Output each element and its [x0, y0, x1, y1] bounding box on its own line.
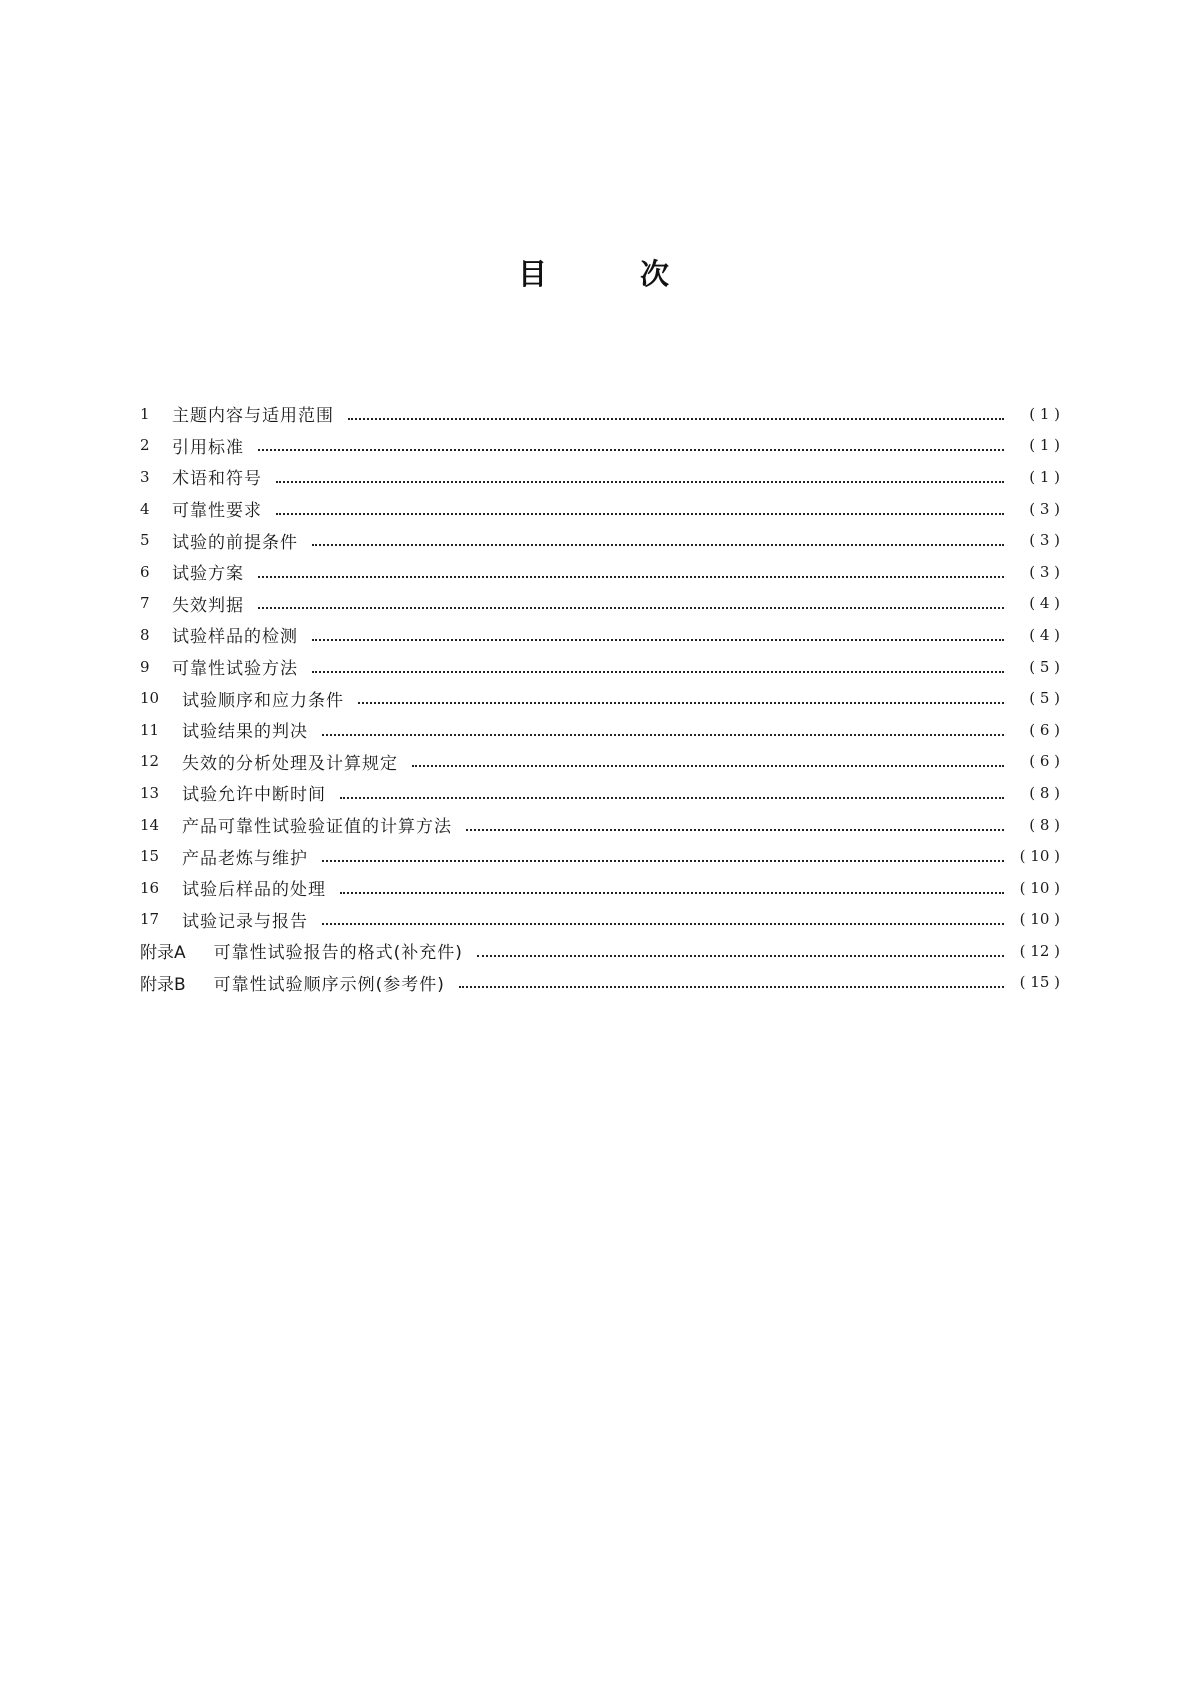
toc-entry-4[interactable] [140, 493, 1060, 525]
toc-page-ref: ( 4 ) [1029, 594, 1060, 613]
toc-label: 试验结果的判决 [182, 722, 308, 743]
toc-page-ref: ( 6 ) [1029, 752, 1060, 771]
toc-page-ref: ( 1 ) [1029, 404, 1060, 423]
toc-label: 术语和符号 [172, 469, 262, 490]
toc-number: 12 [140, 752, 160, 771]
toc-number: 1 [140, 404, 150, 423]
toc-label: 失效判据 [172, 595, 244, 616]
toc-leader-dots [312, 669, 1004, 673]
toc-label: 失效的分析处理及计算规定 [182, 753, 398, 774]
toc-label: 可靠性要求 [172, 501, 262, 522]
toc-entry-17[interactable] [140, 904, 1060, 936]
toc-entry-9[interactable] [140, 651, 1060, 683]
toc-number: 4 [140, 499, 150, 518]
toc-leader-dots [322, 858, 1004, 862]
toc-number: 3 [140, 467, 150, 486]
toc-entry-10[interactable] [140, 682, 1060, 714]
toc-page-ref: ( 8 ) [1029, 783, 1060, 802]
toc-number: 附录B [140, 974, 186, 995]
toc-label: 可靠性试验方法 [172, 659, 298, 680]
toc-leader-dots [258, 447, 1004, 451]
toc-leader-dots [276, 511, 1004, 515]
toc-leader-dots [358, 700, 1004, 704]
toc-entry-13[interactable] [140, 777, 1060, 809]
toc-entry-3[interactable] [140, 461, 1060, 493]
toc-entry-7[interactable] [140, 588, 1060, 620]
toc-leader-dots [258, 605, 1004, 609]
toc-number: 11 [140, 720, 160, 739]
toc-page-ref: ( 3 ) [1029, 499, 1060, 518]
toc-leader-dots [459, 984, 1004, 988]
toc-entry-15[interactable] [140, 840, 1060, 872]
toc-entry-14[interactable] [140, 809, 1060, 841]
toc-entry-11[interactable] [140, 714, 1060, 746]
toc-number: 13 [140, 783, 160, 802]
toc-leader-dots [276, 479, 1004, 483]
toc-number: 8 [140, 625, 150, 644]
toc-number: 7 [140, 594, 150, 613]
title-char-1: 目 [518, 257, 548, 291]
toc-leader-dots [312, 637, 1004, 641]
toc-label: 试验的前提条件 [172, 532, 298, 553]
toc-leader-dots [340, 890, 1004, 894]
toc-page-ref: ( 4 ) [1029, 625, 1060, 644]
toc-page-ref: ( 5 ) [1029, 657, 1060, 676]
toc-page-ref: ( 3 ) [1029, 562, 1060, 581]
toc-number: 附录A [140, 943, 186, 964]
toc-page-ref: ( 12 ) [1019, 941, 1060, 960]
toc-page-ref: ( 1 ) [1029, 467, 1060, 486]
toc-entry-6[interactable] [140, 556, 1060, 588]
toc-label: 试验顺序和应力条件 [182, 690, 344, 711]
toc-label: 试验记录与报告 [182, 911, 308, 932]
toc-number: 9 [140, 657, 150, 676]
toc-leader-dots [340, 795, 1004, 799]
toc-entry-appendix-b[interactable] [140, 967, 1060, 999]
toc-label: 可靠性试验顺序示例(参考件) [213, 974, 445, 995]
toc-entry-1[interactable] [140, 398, 1060, 430]
toc-label: 试验方案 [172, 564, 244, 585]
toc-label: 主题内容与适用范围 [172, 406, 334, 427]
toc-label: 可靠性试验报告的格式(补充件) [213, 943, 463, 964]
toc-label: 产品老炼与维护 [182, 848, 308, 869]
toc-page-ref: ( 10 ) [1019, 910, 1060, 929]
toc-leader-dots [412, 763, 1004, 767]
toc-entry-8[interactable] [140, 619, 1060, 651]
toc-entry-2[interactable] [140, 430, 1060, 462]
toc-label: 试验后样品的处理 [182, 880, 326, 901]
toc-number: 5 [140, 531, 150, 550]
toc-page-ref: ( 15 ) [1019, 973, 1060, 992]
toc-leader-dots [312, 542, 1004, 546]
toc-number: 14 [140, 815, 160, 834]
toc-number: 2 [140, 436, 150, 455]
toc-leader-dots [477, 953, 1004, 957]
toc-page-ref: ( 3 ) [1029, 531, 1060, 550]
toc-leader-dots [466, 827, 1004, 831]
toc-leader-dots [258, 574, 1004, 578]
toc-page-ref: ( 8 ) [1029, 815, 1060, 834]
toc-leader-dots [322, 732, 1004, 736]
page-title [0, 252, 1191, 292]
toc-entry-appendix-a[interactable] [140, 935, 1060, 967]
toc-page-ref: ( 1 ) [1029, 436, 1060, 455]
toc-entry-12[interactable] [140, 746, 1060, 778]
toc-leader-dots [348, 416, 1004, 420]
toc-entry-5[interactable] [140, 524, 1060, 556]
table-of-contents [140, 398, 1060, 998]
toc-entry-16[interactable] [140, 872, 1060, 904]
toc-number: 15 [140, 847, 160, 866]
toc-label: 引用标准 [172, 437, 244, 458]
toc-number: 16 [140, 878, 160, 897]
toc-label: 试验允许中断时间 [182, 785, 326, 806]
title-char-2: 次 [640, 257, 670, 291]
toc-label: 产品可靠性试验验证值的计算方法 [182, 817, 452, 838]
toc-leader-dots [322, 921, 1004, 925]
toc-page-ref: ( 5 ) [1029, 689, 1060, 708]
toc-number: 17 [140, 910, 160, 929]
toc-number: 6 [140, 562, 150, 581]
toc-number: 10 [140, 689, 160, 708]
toc-page-ref: ( 10 ) [1019, 847, 1060, 866]
toc-label: 试验样品的检测 [172, 627, 298, 648]
toc-page-ref: ( 6 ) [1029, 720, 1060, 739]
toc-page-ref: ( 10 ) [1019, 878, 1060, 897]
